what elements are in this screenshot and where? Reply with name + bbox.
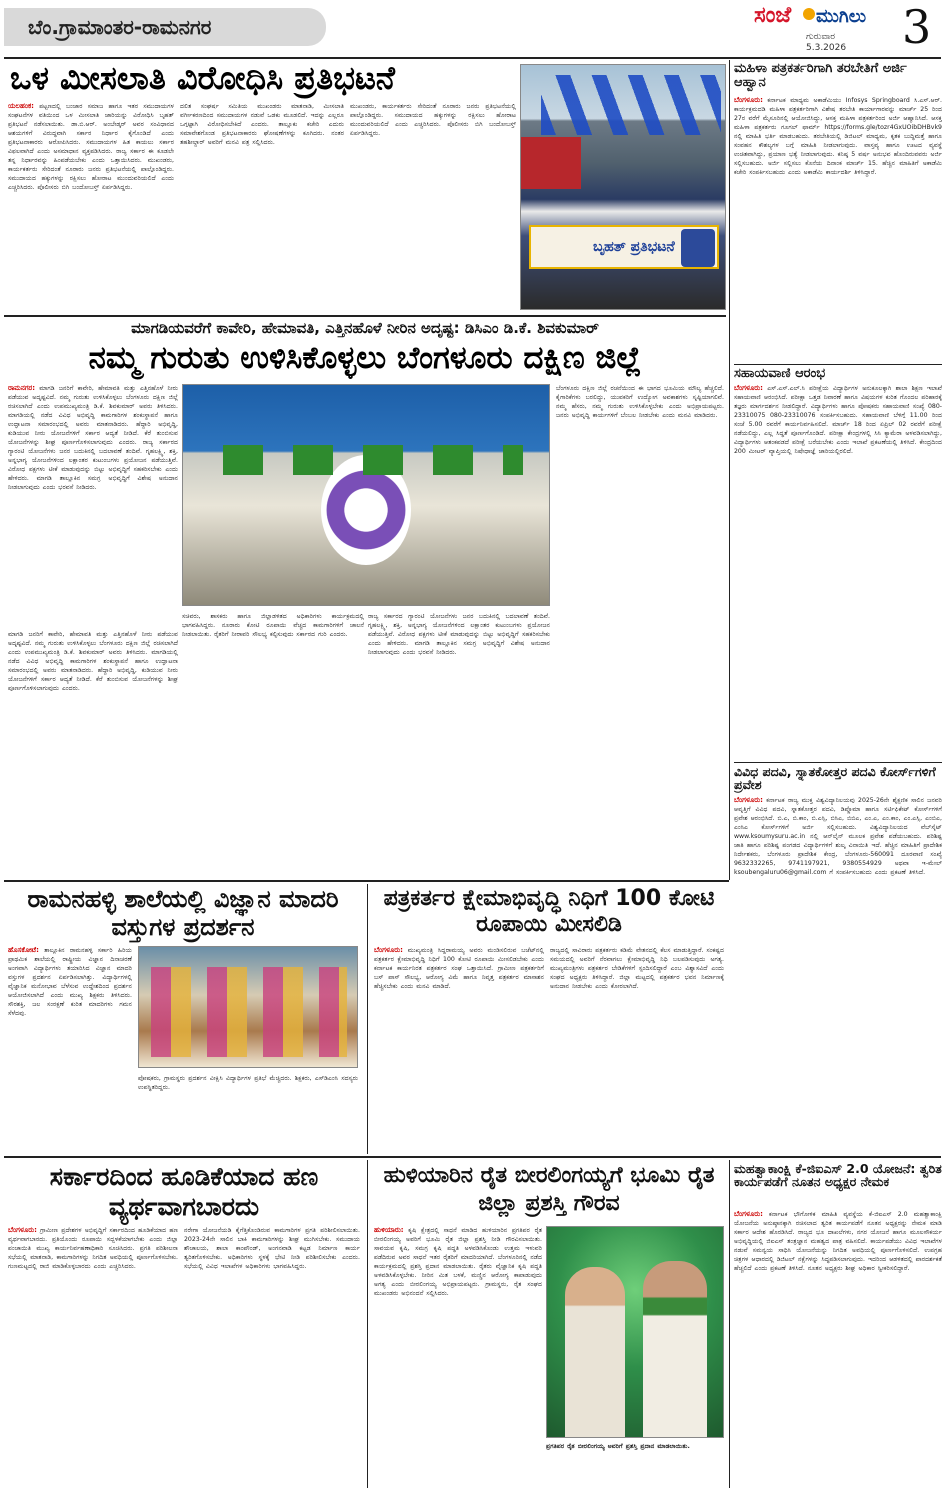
- dateline: ಬೆಂಗಳೂರು:: [8, 1226, 37, 1234]
- logo-brand-b: ಮುಗಿಲು: [816, 6, 867, 27]
- article-body-protest-1: [8, 102, 174, 310]
- dateline: ಬೆಂಗಳೂರು:: [734, 96, 763, 104]
- people-shape: [151, 967, 347, 1057]
- rule: [4, 315, 726, 317]
- story-farmer-award: [370, 1160, 728, 1488]
- article-body-investment-2: ನರೇಗಾ ಯೋಜನೆಯಡಿ ಕೈಗೆತ್ತಿಕೊಂಡಿರುವ ಕಾಮಗಾರಿಗಳ ಪ್ರಗತಿ ಪರಿಶೀಲಿಸಲಾಯಿತು. 2023-24ನೇ ಸಾಲಿನ ಬಾಕಿ ಕಾಮಗಾರಿಗಳನ್ನು ಶೀಘ್ರ ಮುಗಿಸಬೇಕು. ಸಮುದಾಯ ಶೌಚಾಲಯ, ಶಾಲಾ ಕಾಂಪೌಂಡ್, ಅಂಗನವಾಡಿ ಕಟ್ಟಡ ನಿರ್ಮಾಣ ಕಾರ್ಯ ತ್ವರಿತಗೊಳಿಸಬೇಕು. ಅಧಿಕಾರಿಗಳು ಸ್ಥಳಕ್ಕೆ ಭೇಟಿ ನೀಡಿ ಪರಿಶೀಲಿಸಬೇಕು ಎಂದರು. ಸಭೆಯಲ್ಲಿ ವಿವಿಧ ಇಲಾಖೆಗಳ ಅಧಿಕಾರಿಗಳು ಭಾಗವಹಿಸಿದ್ದರು.: [184, 1227, 360, 1270]
- text: ಗ್ರಾಮೀಣ ಪ್ರದೇಶಗಳ ಅಭಿವೃದ್ಧಿಗೆ ಸರ್ಕಾರದಿಂದ ಹೂಡಿಕೆಯಾದ ಹಣ ವ್ಯರ್ಥವಾಗಬಾರದು. ಪ್ರತಿಯೊಂದು ರೂಪಾಯಿ ಸದ್ಬಳಕೆಯಾಗಬೇಕು ಎಂದು ಜಿಲ್ಲಾ ಪಂಚಾಯಿತಿ ಮುಖ್ಯ ಕಾರ್ಯನಿರ್ವಹಣಾಧಿಕಾರಿ ಸೂಚಿಸಿದರು. ಪ್ರಗತಿ ಪರಿಶೀಲನಾ ಸಭೆಯಲ್ಲಿ ಮಾತನಾಡಿ, ಕಾಮಗಾರಿಗಳನ್ನು ನಿಗದಿತ ಅವಧಿಯಲ್ಲಿ ಪೂರ್ಣಗೊಳಿಸಬೇಕು. ಗುಣಮಟ್ಟದಲ್ಲಿ ರಾಜಿ ಮಾಡಿಕೊಳ್ಳಬಾರದು ಎಂದು ಎಚ್ಚರಿಸಿದರು.: [8, 1227, 178, 1270]
- protest-photo: [520, 64, 726, 310]
- rule: [4, 880, 729, 882]
- page-number: 3: [902, 0, 932, 54]
- article-body-district-4: ಬೆಂಗಳೂರು ದಕ್ಷಿಣ ಜಿಲ್ಲೆ ರಚನೆಯಿಂದ ಈ ಭಾಗದ ಭೂಮಿಯ ಮೌಲ್ಯ ಹೆಚ್ಚಲಿದೆ. ಕೈಗಾರಿಕೆಗಳು ಬರಲಿದ್ದು, ಯುವಕರಿಗೆ ಉದ್ಯೋಗ ಅವಕಾಶಗಳು ಸೃಷ್ಟಿಯಾಗಲಿವೆ. ನಮ್ಮ ಹೆಸರು, ನಮ್ಮ ಗುರುತು ಉಳಿಸಿಕೊಳ್ಳಬೇಕು ಎಂದು ಅಭಿಪ್ರಾಯಪಟ್ಟರು. ಜನರು ಅಭಿವೃದ್ಧಿ ಕಾರ್ಯಗಳಿಗೆ ಬೆಂಬಲ ನೀಡಬೇಕು ಎಂದು ಮನವಿ ಮಾಡಿದರು.: [556, 385, 724, 419]
- article-body-district-5: ಮಾಗಡಿ ಜನರಿಗೆ ಕಾವೇರಿ, ಹೇಮಾವತಿ ಮತ್ತು ಎತ್ತಿನಹೊಳೆ ನೀರು ಪಡೆಯುವ ಅದೃಷ್ಟವಿದೆ. ನಮ್ಮ ಗುರುತು ಉಳಿಸಿಕೊಳ್ಳಲು ಬೆಂಗಳೂರು ದಕ್ಷಿಣ ಜಿಲ್ಲೆ ರಚಿಸಲಾಗಿದೆ ಎಂದು ಉಪಮುಖ್ಯಮಂತ್ರಿ ಡಿ.ಕೆ. ಶಿವಕುಮಾರ್ ಅವರು ತಿಳಿಸಿದರು. ಮಾಗಡಿಯಲ್ಲಿ ನಡೆದ ವಿವಿಧ ಅಭಿವೃದ್ಧಿ ಕಾಮಗಾರಿಗಳ ಶಂಕುಸ್ಥಾಪನೆ ಹಾಗೂ ಉದ್ಘಾಟನಾ ಸಮಾರಂಭದಲ್ಲಿ ಅವರು ಮಾತನಾಡಿದರು. ಹೆದ್ದಾರಿ ಅಭಿವೃದ್ಧಿ, ಕುಡಿಯುವ ನೀರು ಯೋಜನೆಗಳಿಗೆ ಸರ್ಕಾರ ಆದ್ಯತೆ ನೀಡಿದೆ. ಕೆರೆ ತುಂಬಿಸುವ ಯೋಜನೆಗಳನ್ನು ಶೀಘ್ರ ಪೂರ್ಣಗೊಳಿಸಲಾಗುವುದು ಎಂದರು.: [8, 631, 178, 692]
- article-body-district-3: ರಾಜ್ಯ ಸರ್ಕಾರದ ಗ್ಯಾರಂಟಿ ಯೋಜನೆಗಳು ಜನರ ಬದುಕಿನಲ್ಲಿ ಬದಲಾವಣೆ ತಂದಿವೆ. ಗೃಹಲಕ್ಷ್ಮಿ, ಶಕ್ತಿ, ಅನ್ನಭಾಗ್ಯ ಯೋಜನೆಗಳಿಂದ ಲಕ್ಷಾಂತರ ಕುಟುಂಬಗಳು ಪ್ರಯೋಜನ ಪಡೆಯುತ್ತಿವೆ. ವಿರೋಧ ಪಕ್ಷಗಳು ಟೀಕೆ ಮಾಡುವುದನ್ನು ಬಿಟ್ಟು ಅಭಿವೃದ್ಧಿಗೆ ಸಹಕರಿಸಬೇಕು ಎಂದು ಹೇಳಿದರು. ಮಾಗಡಿ ತಾಲ್ಲೂಕಿನ ಸಮಗ್ರ ಅಭಿವೃದ್ಧಿಗೆ ವಿಶೇಷ ಅನುದಾನ ನೀಡಲಾಗುವುದು ಎಂದು ಭರವಸೆ ನೀಡಿದರು.: [368, 613, 550, 656]
- article-body-protest-3: ಮುಖಂಡರು, ಕಾರ್ಯಕರ್ತರು ಸೇರಿದಂತೆ ನೂರಾರು ಜನರು ಪ್ರತಿಭಟನೆಯಲ್ಲಿ ಪಾಲ್ಗೊಂಡಿದ್ದರು. ಸಮುದಾಯದ ಹಕ್ಕುಗಳನ್ನು ರಕ್ಷಿಸಲು ಹೋರಾಟ ಮುಂದುವರಿಯಲಿದೆ ಎಂದು ಎಚ್ಚರಿಸಿದರು. ಪೊಲೀಸರು ಬಿಗಿ ಬಂದೋಬಸ್ತ್ ಏರ್ಪಡಿಸಿದ್ದರು.: [350, 103, 516, 137]
- story-protest: [4, 60, 726, 314]
- headline-science-exhibition: ರಾಮನಹಳ್ಳಿ ಶಾಲೆಯಲ್ಲಿ ವಿಜ್ಞಾನ ಮಾದರಿ ವಸ್ತುಗಳ ಪ್ರದರ್ಶನ: [27, 885, 339, 941]
- article-body-district-2: ಸಚಿವರು, ಶಾಸಕರು ಹಾಗೂ ಜಿಲ್ಲಾಡಳಿತದ ಅಧಿಕಾರಿಗಳು ಕಾರ್ಯಕ್ರಮದಲ್ಲಿ ಭಾಗವಹಿಸಿದ್ದರು. ನೂರಾರು ಕೋಟಿ ರೂಪಾಯಿ ವೆಚ್ಚದ ಕಾಮಗಾರಿಗಳಿಗೆ ಚಾಲನೆ ನೀಡಲಾಯಿತು. ರೈತರಿಗೆ ನೀರಾವರಿ ಸೌಲಭ್ಯ ಕಲ್ಪಿಸುವುದು ಸರ್ಕಾರದ ಗುರಿ ಎಂದರು.: [182, 613, 364, 638]
- issue-date: 5.3.2026: [806, 43, 847, 53]
- protest-banner: [529, 225, 719, 269]
- column-divider: [367, 1160, 368, 1488]
- headline-helpline: ಸಹಾಯವಾಣಿ ಆರಂಭ: [734, 364, 942, 381]
- article-body-science-2: ಪೋಷಕರು, ಗ್ರಾಮಸ್ಥರು ಪ್ರದರ್ಶನ ವೀಕ್ಷಿಸಿ ವಿದ್ಯಾರ್ಥಿಗಳ ಪ್ರತಿಭೆ ಮೆಚ್ಚಿದರು. ಶಿಕ್ಷಕರು, ಎಸ್‌ಡಿಎಂಸಿ ಸದಸ್ಯರು ಉಪಸ್ಥಿತರಿದ್ದರು.: [138, 1075, 358, 1091]
- headline-journalist-fund: ಪತ್ರಕರ್ತರ ಕ್ಷೇಮಾಭಿವೃದ್ಧಿ ನಿಧಿಗೆ 100 ಕೋಟಿ ರೂಪಾಯಿ ಮೀಸಲಿಡಿ: [383, 886, 715, 938]
- story-journalist-fund: [370, 884, 728, 1154]
- ceremony-photo: [182, 384, 550, 606]
- headline-kgis: ಮಹತ್ವಾಕಾಂಕ್ಷಿ ಕೆ-ಜಿಐಎಸ್ 2.0 ಯೋಜನೆ: ತ್ವರಿತ ಕಾರ್ಯಪಡೆಗೆ ನೂತನ ಅಧ್ಯಕ್ಷರ ನೇಮಕ: [734, 1161, 942, 1190]
- dateline: ಬೆಂಗಳೂರು:: [734, 1210, 763, 1218]
- article-body-fund-1: [374, 946, 544, 1146]
- headline-women-journalists: ಮಹಿಳಾ ಪತ್ರಕರ್ತರಿಗಾಗಿ ತರಬೇತಿಗೆ ಅರ್ಜಿ ಆಹ್ವಾನ: [734, 61, 907, 90]
- headline-admissions: ವಿವಿಧ ಪದವಿ, ಸ್ನಾತಕೋತ್ತರ ಪದವಿ ಕೋರ್ಸ್‌ಗಳಿಗೆ ಪ್ರವೇಶ: [734, 762, 942, 791]
- photo-caption: ಪ್ರಗತಿಪರ ರೈತ ಬೀರಲಿಂಗಯ್ಯ ಅವರಿಗೆ ಪ್ರಶಸ್ತಿ ಪ್ರದಾನ ಮಾಡಲಾಯಿತು.: [546, 1443, 690, 1450]
- story-science-exhibition: [4, 884, 364, 1154]
- person-right: [643, 1261, 707, 1438]
- column-divider: [367, 884, 368, 1154]
- article-body-helpline: [734, 384, 942, 658]
- column-divider: [729, 1160, 730, 1488]
- story-investment: [4, 1160, 364, 1488]
- story-helpline: [734, 362, 942, 662]
- dateline: ರಾಮನಗರ:: [8, 384, 36, 392]
- story-dk-shivakumar: [4, 318, 726, 880]
- section-tab: [4, 8, 326, 46]
- story-admissions: [734, 760, 942, 1155]
- text: ರಾಜ್ಯ ಸರ್ಕಾರದ ಗ್ಯಾರಂಟಿ ಯೋಜನೆಗಳು ಜನರ ಬದುಕಿನಲ್ಲಿ ಬದಲಾವಣೆ ತಂದಿವೆ. ಗೃಹಲಕ್ಷ್ಮಿ, ಶಕ್ತಿ, ಅನ್ನಭಾಗ್ಯ ಯೋಜನೆಗಳಿಂದ ಲಕ್ಷಾಂತರ ಕುಟುಂಬಗಳು ಪ್ರಯೋಜನ ಪಡೆಯುತ್ತಿವೆ. ವಿರೋಧ ಪಕ್ಷಗಳು ಟೀಕೆ ಮಾಡುವುದನ್ನು ಬಿಟ್ಟು ಅಭಿವೃದ್ಧಿಗೆ ಸಹಕರಿಸಬೇಕು ಎಂದು ಹೇಳಿದರು. ಮಾಗಡಿ ತಾಲ್ಲೂಕಿನ ಸಮಗ್ರ ಅಭಿವೃದ್ಧಿಗೆ ವಿಶೇಷ ಅನುದಾನ ನೀಡಲಾಗುವುದು ಎಂದು ಭರವಸೆ ನೀಡಿದರು.: [8, 439, 178, 491]
- headline-protest: ಒಳ ಮೀಸಲಾತಿ ವಿರೋಧಿಸಿ ಪ್ರತಿಭಟನೆ: [10, 60, 395, 97]
- logo-brand-a: ಸಂಜೆ: [754, 3, 792, 28]
- article-body-district-1: [8, 384, 178, 628]
- rule: [4, 1156, 941, 1158]
- headline-district: ನಮ್ಮ ಗುರುತು ಉಳಿಸಿಕೊಳ್ಳಲು ಬೆಂಗಳೂರು ದಕ್ಷಿಣ ಜಿಲ್ಲೆ: [88, 340, 642, 376]
- exhibition-photo: [138, 946, 358, 1068]
- article-body-admissions: [734, 796, 942, 1151]
- dateline: ಬೆಂಗಳೂರು:: [734, 384, 763, 392]
- sun-icon: [803, 8, 815, 20]
- dateline: ಹೊಸಕೋಟೆ:: [8, 946, 39, 954]
- kicker-line: ಮಾಗಡಿಯವರೆಗೆ ಕಾವೇರಿ, ಹೇಮಾವತಿ, ಎತ್ತಿನಹೊಳೆ ನೀರಿನ ಅದೃಷ್ಟ: ಡಿಸಿಎಂ ಡಿ.ಕೆ. ಶಿವಕುಮಾರ್: [131, 319, 599, 337]
- text: ಕರ್ನಾಟಕ ಭೌಗೋಳಿಕ ಮಾಹಿತಿ ವ್ಯವಸ್ಥೆಯ ಕೆ-ಜಿಐಎಸ್ 2.0 ಮಹತ್ವಾಕಾಂಕ್ಷಿ ಯೋಜನೆಯ ಅನುಷ್ಠಾನಕ್ಕಾಗಿ ರಚಿಸಲಾದ ತ್ವರಿತ ಕಾರ್ಯಪಡೆಗೆ ನೂತನ ಅಧ್ಯಕ್ಷರನ್ನು ನೇಮಕ ಮಾಡಿ ಸರ್ಕಾರ ಆದೇಶ ಹೊರಡಿಸಿದೆ. ರಾಜ್ಯದ ಭೂ ದಾಖಲೆಗಳು, ನಗರ ಯೋಜನೆ ಹಾಗೂ ಮೂಲಸೌಕರ್ಯ ಅಭಿವೃದ್ಧಿಯಲ್ಲಿ ಜಿಐಎಸ್ ತಂತ್ರಜ್ಞಾನ ಮಹತ್ವದ ಪಾತ್ರ ವಹಿಸಲಿದೆ. ಕಾರ್ಯಪಡೆಯು ವಿವಿಧ ಇಲಾಖೆಗಳ ನಡುವೆ ಸಮನ್ವಯ ಸಾಧಿಸಿ ಯೋಜನೆಯನ್ನು ನಿಗದಿತ ಅವಧಿಯಲ್ಲಿ ಪೂರ್ಣಗೊಳಿಸಲಿದೆ. ಉಪಗ್ರಹ ಚಿತ್ರಗಳ ಆಧಾರದಲ್ಲಿ ಡಿಜಿಟಲ್ ನಕ್ಷೆಗಳನ್ನು ಸಿದ್ಧಪಡಿಸಲಾಗುವುದು. ಇದರಿಂದ ಆಡಳಿತದಲ್ಲಿ ಪಾರದರ್ಶಕತೆ ಹೆಚ್ಚಲಿದೆ ಎಂದು ಪ್ರಕಟಣೆ ತಿಳಿಸಿದೆ. ನೂತನ ಅಧ್ಯಕ್ಷರು ಶೀಘ್ರ ಅಧಿಕಾರ ಸ್ವೀಕರಿಸಲಿದ್ದಾರೆ.: [734, 1211, 942, 1272]
- headline-farmer-award: ಹುಳಿಯಾರಿನ ರೈತ ಬೀರಲಿಂಗಯ್ಯಗೆ ಭೂಮಿ ರೈತ ಜಿಲ್ಲಾ ಪ್ರಶಸ್ತಿ ಗೌರವ: [383, 1163, 715, 1216]
- dateline: ಬೆಂಗಳೂರು:: [374, 946, 403, 954]
- dateline: ಬೆಂಗಳೂರು:: [734, 796, 763, 804]
- text: ಮುಖಂಡರು, ಕಾರ್ಯಕರ್ತರು ಸೇರಿದಂತೆ ನೂರಾರು ಜನರು ಪ್ರತಿಭಟನೆಯಲ್ಲಿ ಪಾಲ್ಗೊಂಡಿದ್ದರು. ಸಮುದಾಯದ ಹಕ್ಕುಗಳನ್ನು ರಕ್ಷಿಸಲು ಹೋರಾಟ ಮುಂದುವರಿಯಲಿದೆ ಎಂದು ಎಚ್ಚರಿಸಿದರು. ಪೊಲೀಸರು ಬಿಗಿ ಬಂದೋಬಸ್ತ್ ಏರ್ಪಡಿಸಿದ್ದರು.: [8, 157, 174, 191]
- blue-flags: [541, 75, 721, 135]
- right-column-divider: [729, 60, 730, 880]
- bus-shape: [521, 137, 581, 189]
- headline-investment: ಸರ್ಕಾರದಿಂದ ಹೂಡಿಕೆಯಾದ ಹಣ ವ್ಯರ್ಥವಾಗಬಾರದು: [49, 1162, 319, 1221]
- article-body-kgis: [734, 1210, 942, 1484]
- text: ತಾಲ್ಲೂಕಿನ ರಾಮನಹಳ್ಳಿ ಸರ್ಕಾರಿ ಹಿರಿಯ ಪ್ರಾಥಮಿಕ ಶಾಲೆಯಲ್ಲಿ ರಾಷ್ಟ್ರೀಯ ವಿಜ್ಞಾನ ದಿನಾಚರಣೆ ಅಂಗವಾಗಿ ವಿದ್ಯಾರ್ಥಿಗಳು ತಯಾರಿಸಿದ ವಿಜ್ಞಾನ ಮಾದರಿ ವಸ್ತುಗಳ ಪ್ರದರ್ಶನ ಏರ್ಪಡಿಸಲಾಗಿತ್ತು. ವಿದ್ಯಾರ್ಥಿಗಳಲ್ಲಿ ವೈಜ್ಞಾನಿಕ ಮನೋಭಾವ ಬೆಳೆಸುವ ಉದ್ದೇಶದಿಂದ ಪ್ರದರ್ಶನ ಆಯೋಜಿಸಲಾಗಿದೆ ಎಂದು ಮುಖ್ಯ ಶಿಕ್ಷಕರು ತಿಳಿಸಿದರು. ಸೌರಶಕ್ತಿ, ಜಲ ಸಂರಕ್ಷಣೆ ಕುರಿತ ಮಾದರಿಗಳು ಗಮನ ಸೆಳೆದವು.: [8, 947, 132, 1017]
- story-kgis: [734, 1160, 942, 1488]
- person-left: [565, 1267, 625, 1438]
- text: ಎಸ್.ಎಸ್.ಎಲ್.ಸಿ ಪರೀಕ್ಷೆಯ ವಿದ್ಯಾರ್ಥಿಗಳ ಅನುಕೂಲಕ್ಕಾಗಿ ಶಾಲಾ ಶಿಕ್ಷಣ ಇಲಾಖೆ ಸಹಾಯವಾಣಿ ಆರಂಭಿಸಿದೆ. ಪರೀಕ್ಷಾ ಒತ್ತಡ ನಿವಾರಣೆ ಹಾಗೂ ವಿಷಯಗಳ ಕುರಿತ ಗೊಂದಲ ಪರಿಹಾರಕ್ಕೆ ತಜ್ಞರು ಮಾರ್ಗದರ್ಶನ ನೀಡಲಿದ್ದಾರೆ. ವಿದ್ಯಾರ್ಥಿಗಳು ಹಾಗೂ ಪೋಷಕರು ಸಹಾಯವಾಣಿ ಸಂಖ್ಯೆ 080-23310075 080-23310076 ಸಂಪರ್ಕಿಸಬಹುದು. ಸಹಾಯವಾಣಿ ಬೆಳಿಗ್ಗೆ 11.00 ರಿಂದ ಸಂಜೆ 5.00 ರವರೆಗೆ ಕಾರ್ಯನಿರ್ವಹಿಸಲಿದೆ. ಮಾರ್ಚ್ 18 ರಿಂದ ಏಪ್ರಿಲ್ 02 ರವರೆಗೆ ಪರೀಕ್ಷೆ ನಡೆಯಲಿದ್ದು, ಎಲ್ಲ ಸಿದ್ಧತೆ ಪೂರ್ಣಗೊಂಡಿದೆ. ಪರೀಕ್ಷಾ ಕೇಂದ್ರಗಳಲ್ಲಿ ಸಿಸಿ ಕ್ಯಾಮೆರಾ ಅಳವಡಿಸಲಾಗಿದ್ದು, ವಿದ್ಯಾರ್ಥಿಗಳು ಆತಂಕಪಡದೆ ಪರೀಕ್ಷೆ ಬರೆಯಬೇಕು ಎಂದು ಇಲಾಖೆ ಪ್ರಕಟಣೆಯಲ್ಲಿ ತಿಳಿಸಿದೆ. ಕೇಂದ್ರದಿಂದ 200 ಮೀಟರ್ ವ್ಯಾಪ್ತಿಯಲ್ಲಿ ನಿಷೇಧಾಜ್ಞೆ ಜಾರಿಯಲ್ಲಿರಲಿದೆ.: [734, 385, 942, 455]
- text: ಕೃಷಿ ಕ್ಷೇತ್ರದಲ್ಲಿ ಸಾಧನೆ ಮಾಡಿದ ಹುಳಿಯಾರಿನ ಪ್ರಗತಿಪರ ರೈತ ಬೀರಲಿಂಗಯ್ಯ ಅವರಿಗೆ ಭೂಮಿ ರೈತ ಜಿಲ್ಲಾ ಪ್ರಶಸ್ತಿ ನೀಡಿ ಗೌರವಿಸಲಾಯಿತು. ಸಾವಯವ ಕೃಷಿ, ಸಮಗ್ರ ಕೃಷಿ ಪದ್ಧತಿ ಅಳವಡಿಸಿಕೊಂಡು ಉತ್ತಮ ಇಳುವರಿ ಪಡೆದಿರುವ ಅವರ ಸಾಧನೆ ಇತರ ರೈತರಿಗೆ ಮಾದರಿಯಾಗಿದೆ. ಬೆಂಗಳೂರಿನಲ್ಲಿ ನಡೆದ ಕಾರ್ಯಕ್ರಮದಲ್ಲಿ ಪ್ರಶಸ್ತಿ ಪ್ರದಾನ ಮಾಡಲಾಯಿತು.: [374, 1227, 542, 1270]
- text: ಪಟ್ಟಣದಲ್ಲಿ ಬಂಜಾರ ಸಮಾಜ ಹಾಗೂ ಇತರ ಸಮುದಾಯಗಳ ಸಂಘಟನೆಗಳ ವತಿಯಿಂದ ಒಳ ಮೀಸಲಾತಿ ಜಾರಿಯನ್ನು ವಿರೋಧಿಸಿ ಬೃಹತ್ ಪ್ರತಿಭಟನೆ ನಡೆಸಲಾಯಿತು. ಡಾ.ಬಿ.ಆರ್. ಅಂಬೇಡ್ಕರ್ ಅವರ ಸಂವಿಧಾನದ ಆಶಯಗಳಿಗೆ ವಿರುದ್ಧವಾಗಿ ಸರ್ಕಾರ ನಿರ್ಧಾರ ಕೈಗೊಂಡಿದೆ ಎಂದು ಪ್ರತಿಭಟನಾಕಾರರು ಆರೋಪಿಸಿದರು. ಸಮುದಾಯಗಳ ಹಿತ ಕಾಯಲು ಸರ್ಕಾರ ವಿಫಲವಾಗಿದೆ ಎಂದು ಅಸಮಾಧಾನ ವ್ಯಕ್ತಪಡಿಸಿದರು. ರಾಜ್ಯ ಸರ್ಕಾರ ಈ ಕೂಡಲೇ ತನ್ನ ನಿರ್ಧಾರವನ್ನು ಹಿಂಪಡೆಯಬೇಕು ಎಂದು ಒತ್ತಾಯಿಸಿದರು.: [8, 103, 174, 164]
- masthead-rule: [4, 57, 941, 59]
- article-body-farmer-1: [374, 1226, 542, 1484]
- text: ಮುಖ್ಯಮಂತ್ರಿ ಸಿದ್ದರಾಮಯ್ಯ ಅವರು ಮಂಡಿಸಲಿರುವ ಬಜೆಟ್‌ನಲ್ಲಿ ಪತ್ರಕರ್ತರ ಕ್ಷೇಮಾಭಿವೃದ್ಧಿ ನಿಧಿಗೆ 100 ಕೋಟಿ ರೂಪಾಯಿ ಮೀಸಲಿಡಬೇಕು ಎಂದು ಕರ್ನಾಟಕ ಕಾರ್ಯನಿರತ ಪತ್ರಕರ್ತರ ಸಂಘ ಒತ್ತಾಯಿಸಿದೆ. ಗ್ರಾಮೀಣ ಪತ್ರಕರ್ತರಿಗೆ ಬಸ್ ಪಾಸ್ ಸೌಲಭ್ಯ, ಆರೋಗ್ಯ ವಿಮೆ ಹಾಗೂ ನಿವೃತ್ತ ಪತ್ರಕರ್ತರ ಮಾಸಾಶನ ಹೆಚ್ಚಿಸಬೇಕು ಎಂದು ಮನವಿ ಮಾಡಿದೆ.: [374, 947, 544, 990]
- article-body-women-journalists: [734, 96, 942, 356]
- article-body-protest-2: ದಲಿತ ಸಂಘರ್ಷ ಸಮಿತಿಯ ಮುಖಂಡರು ಮಾತನಾಡಿ, ಮೀಸಲಾತಿ ವರ್ಗೀಕರಣದಿಂದ ಸಮುದಾಯಗಳ ನಡುವೆ ಒಡಕು ಮೂಡಲಿದೆ. ಇದನ್ನು ಎಲ್ಲರೂ ಒಗ್ಗಟ್ಟಾಗಿ ವಿರೋಧಿಸಬೇಕಿದೆ ಎಂದರು. ತಾಲ್ಲೂಕು ಕಚೇರಿ ಎದುರು ಸಮಾವೇಶಗೊಂಡ ಪ್ರತಿಭಟನಾಕಾರರು ಘೋಷಣೆಗಳನ್ನು ಕೂಗಿದರು. ನಂತರ ತಹಶೀಲ್ದಾರ್ ಅವರಿಗೆ ಮನವಿ ಪತ್ರ ಸಲ್ಲಿಸಿದರು.: [180, 103, 344, 146]
- story-women-journalists: [734, 60, 942, 360]
- article-body-fund-2: ರಾಜ್ಯದಲ್ಲಿ ಸಾವಿರಾರು ಪತ್ರಕರ್ತರು ಕಡಿಮೆ ವೇತನದಲ್ಲಿ ಕೆಲಸ ಮಾಡುತ್ತಿದ್ದಾರೆ. ಸಂಕಷ್ಟದ ಸಮಯದಲ್ಲಿ ಅವರಿಗೆ ನೆರವಾಗಲು ಕ್ಷೇಮಾಭಿವೃದ್ಧಿ ನಿಧಿ ಬಲಪಡಿಸುವುದು ಅಗತ್ಯ. ಮುಖ್ಯಮಂತ್ರಿಗಳು ಪತ್ರಕರ್ತರ ಬೇಡಿಕೆಗಳಿಗೆ ಸ್ಪಂದಿಸಲಿದ್ದಾರೆ ಎಂಬ ವಿಶ್ವಾಸವಿದೆ ಎಂದು ಸಂಘದ ಅಧ್ಯಕ್ಷರು ತಿಳಿಸಿದ್ದಾರೆ. ಜಿಲ್ಲಾ ಮಟ್ಟದಲ್ಲಿ ಪತ್ರಕರ್ತರ ಭವನ ನಿರ್ಮಾಣಕ್ಕೆ ಅನುದಾನ ನೀಡಬೇಕು ಎಂದು ಕೋರಲಾಗಿದೆ.: [550, 947, 724, 990]
- portrait-icon: [681, 229, 715, 267]
- issue-day: ಗುರುವಾರ: [806, 32, 836, 42]
- article-body-science-1: [8, 946, 132, 1146]
- award-photo: [546, 1226, 724, 1438]
- text: ಕರ್ನಾಟಕ ಮಾಧ್ಯಮ ಅಕಾಡೆಮಿಯು Infosys Springboard ಸಿ.ಎಸ್.ಆರ್. ಕಾರ್ಯಕ್ರಮದಡಿ ಮಹಿಳಾ ಪತ್ರಕರ್ತರಿಗಾಗಿ ವಿಶೇಷ ತರಬೇತಿ ಕಾರ್ಯಾಗಾರವನ್ನು ಮಾರ್ಚ್ 25 ರಿಂದ 27ರ ವರೆಗೆ ಮೈಸೂರಿನಲ್ಲಿ ಆಯೋಜಿಸಿದ್ದು, ಆಸಕ್ತ ಮಹಿಳಾ ಪತ್ರಕರ್ತರಿಂದ ಅರ್ಜಿ ಆಹ್ವಾನಿಸಿದೆ. ಆಸಕ್ತ ಮಹಿಳಾ ಪತ್ರಕರ್ತರು ಗೂಗಲ್ ಫಾರ್ಮ್ https://forms.gle/tozr4GxUOibDHBvk9 ನಲ್ಲಿ ಮಾಹಿತಿ ಭರ್ತಿ ಮಾಡಬಹುದು. ತರಬೇತಿಯಲ್ಲಿ ಡಿಜಿಟಲ್ ಮಾಧ್ಯಮ, ಕೃತಕ ಬುದ್ಧಿಮತ್ತೆ ಹಾಗೂ ಸಂವಹನ ಕೌಶಲ್ಯಗಳ ಬಗ್ಗೆ ಮಾಹಿತಿ ನೀಡಲಾಗುವುದು. ವಾಸ್ತವ್ಯ ಹಾಗೂ ಊಟದ ವ್ಯವಸ್ಥೆ ಉಚಿತವಾಗಿದ್ದು, ಪ್ರಯಾಣ ಭತ್ಯೆ ನೀಡಲಾಗುವುದು. ಕನಿಷ್ಠ 5 ವರ್ಷ ಅನುಭವ ಹೊಂದಿರುವವರು ಅರ್ಜಿ ಸಲ್ಲಿಸಬಹುದು. ಅರ್ಜಿ ಸಲ್ಲಿಸಲು ಕೊನೆಯ ದಿನಾಂಕ ಮಾರ್ಚ್ 15. ಹೆಚ್ಚಿನ ಮಾಹಿತಿಗೆ ಅಕಾಡೆಮಿ ಕಚೇರಿ ಸಂಪರ್ಕಿಸಬಹುದು ಎಂದು ಅಕಾಡೆಮಿ ಕಾರ್ಯದರ್ಶಿ ತಿಳಿಸಿದ್ದಾರೆ.: [734, 97, 942, 176]
- banner-text: ಬೃಹತ್ ಪ್ರತಿಭಟನೆ: [593, 239, 675, 255]
- text: ಮಾಗಡಿ ಜನರಿಗೆ ಕಾವೇರಿ, ಹೇಮಾವತಿ ಮತ್ತು ಎತ್ತಿನಹೊಳೆ ನೀರು ಪಡೆಯುವ ಅದೃಷ್ಟವಿದೆ. ನಮ್ಮ ಗುರುತು ಉಳಿಸಿಕೊಳ್ಳಲು ಬೆಂಗಳೂರು ದಕ್ಷಿಣ ಜಿಲ್ಲೆ ರಚಿಸಲಾಗಿದೆ ಎಂದು ಉಪಮುಖ್ಯಮಂತ್ರಿ ಡಿ.ಕೆ. ಶಿವಕುಮಾರ್ ಅವರು ತಿಳಿಸಿದರು. ಮಾಗಡಿಯಲ್ಲಿ ನಡೆದ ವಿವಿಧ ಅಭಿವೃದ್ಧಿ ಕಾಮಗಾರಿಗಳ ಶಂಕುಸ್ಥಾಪನೆ ಹಾಗೂ ಉದ್ಘಾಟನಾ ಸಮಾರಂಭದಲ್ಲಿ ಅವರು ಮಾತನಾಡಿದರು. ಹೆದ್ದಾರಿ ಅಭಿವೃದ್ಧಿ, ಕುಡಿಯುವ ನೀರು ಯೋಜನೆಗಳಿಗೆ ಸರ್ಕಾರ ಆದ್ಯತೆ ನೀಡಿದೆ. ಕೆರೆ ತುಂಬಿಸುವ ಯೋಜನೆಗಳನ್ನು ಶೀಘ್ರ ಪೂರ್ಣಗೊಳಿಸಲಾಗುವುದು ಎಂದರು.: [8, 385, 178, 446]
- dateline: ಹುಳಿಯಾರು:: [374, 1226, 404, 1234]
- newspaper-logo: [748, 3, 902, 57]
- article-body-investment-1: [8, 1226, 178, 1484]
- section-title: ಬೆಂ.ಗ್ರಾಮಾಂತರ-ರಾಮನಗರ: [28, 15, 212, 39]
- masthead: [0, 0, 945, 58]
- text: ಕರ್ನಾಟಕ ರಾಜ್ಯ ಮುಕ್ತ ವಿಶ್ವವಿದ್ಯಾನಿಲಯವು 2025-26ನೇ ಶೈಕ್ಷಣಿಕ ಸಾಲಿನ ಜನವರಿ ಆವೃತ್ತಿಗೆ ವಿವಿಧ ಪದವಿ, ಸ್ನಾತಕೋತ್ತರ ಪದವಿ, ಡಿಪ್ಲೊಮಾ ಹಾಗೂ ಸರ್ಟಿಫಿಕೇಟ್ ಕೋರ್ಸ್‌ಗಳಿಗೆ ಪ್ರವೇಶ ಆರಂಭಿಸಿದೆ. ಬಿ.ಎ, ಬಿ.ಕಾಂ, ಬಿ.ಎಸ್ಸಿ, ಬಿಸಿಎ, ಬಿಬಿಎ, ಎಂ.ಎ, ಎಂ.ಕಾಂ, ಎಂ.ಎಸ್ಸಿ, ಎಂಬಿಎ, ಎಂಸಿಎ ಕೋರ್ಸ್‌ಗಳಿಗೆ ಅರ್ಜಿ ಸಲ್ಲಿಸಬಹುದು. ವಿಶ್ವವಿದ್ಯಾನಿಲಯದ ವೆಬ್‌ಸೈಟ್ www.ksoumysuru.ac.in ನಲ್ಲಿ ಆನ್‌ಲೈನ್ ಮೂಲಕ ಪ್ರವೇಶ ಪಡೆಯಬಹುದು. ಪರಿಶಿಷ್ಟ ಜಾತಿ ಹಾಗೂ ಪರಿಶಿಷ್ಟ ಪಂಗಡದ ವಿದ್ಯಾರ್ಥಿಗಳಿಗೆ ಶುಲ್ಕ ವಿನಾಯಿತಿ ಇದೆ. ಹೆಚ್ಚಿನ ಮಾಹಿತಿಗೆ ಪ್ರಾದೇಶಿಕ ನಿರ್ದೇಶಕರು, ಬೆಂಗಳೂರು ಪ್ರಾದೇಶಿಕ ಕೇಂದ್ರ, ಬೆಂಗಳೂರು-560091 ದೂರವಾಣಿ ಸಂಖ್ಯೆ 9632332265, 9741197921, 9380554929 ಅಥವಾ ಇ-ಮೇಲ್ ksoubengaluru06@gmail.com ಗೆ ಸಂಪರ್ಕಿಸಬಹುದು ಎಂದು ಪ್ರಕಟಣೆ ತಿಳಿಸಿದೆ.: [734, 797, 942, 876]
- dateline: ಯಲಹಂಕ:: [8, 102, 34, 110]
- green-scarf: [223, 445, 523, 475]
- text: ರೈತರು ವೈಜ್ಞಾನಿಕ ಕೃಷಿ ಪದ್ಧತಿ ಅಳವಡಿಸಿಕೊಳ್ಳಬೇಕು. ನೀರಿನ ಮಿತ ಬಳಕೆ, ಮಣ್ಣಿನ ಆರೋಗ್ಯ ಕಾಪಾಡುವುದು ಅಗತ್ಯ ಎಂದು ಬೀರಲಿಂಗಯ್ಯ ಅಭಿಪ್ರಾಯಪಟ್ಟರು. ಗ್ರಾಮಸ್ಥರು, ರೈತ ಸಂಘದ ಮುಖಂಡರು ಅಭಿನಂದನೆ ಸಲ್ಲಿಸಿದರು.: [374, 1263, 542, 1297]
